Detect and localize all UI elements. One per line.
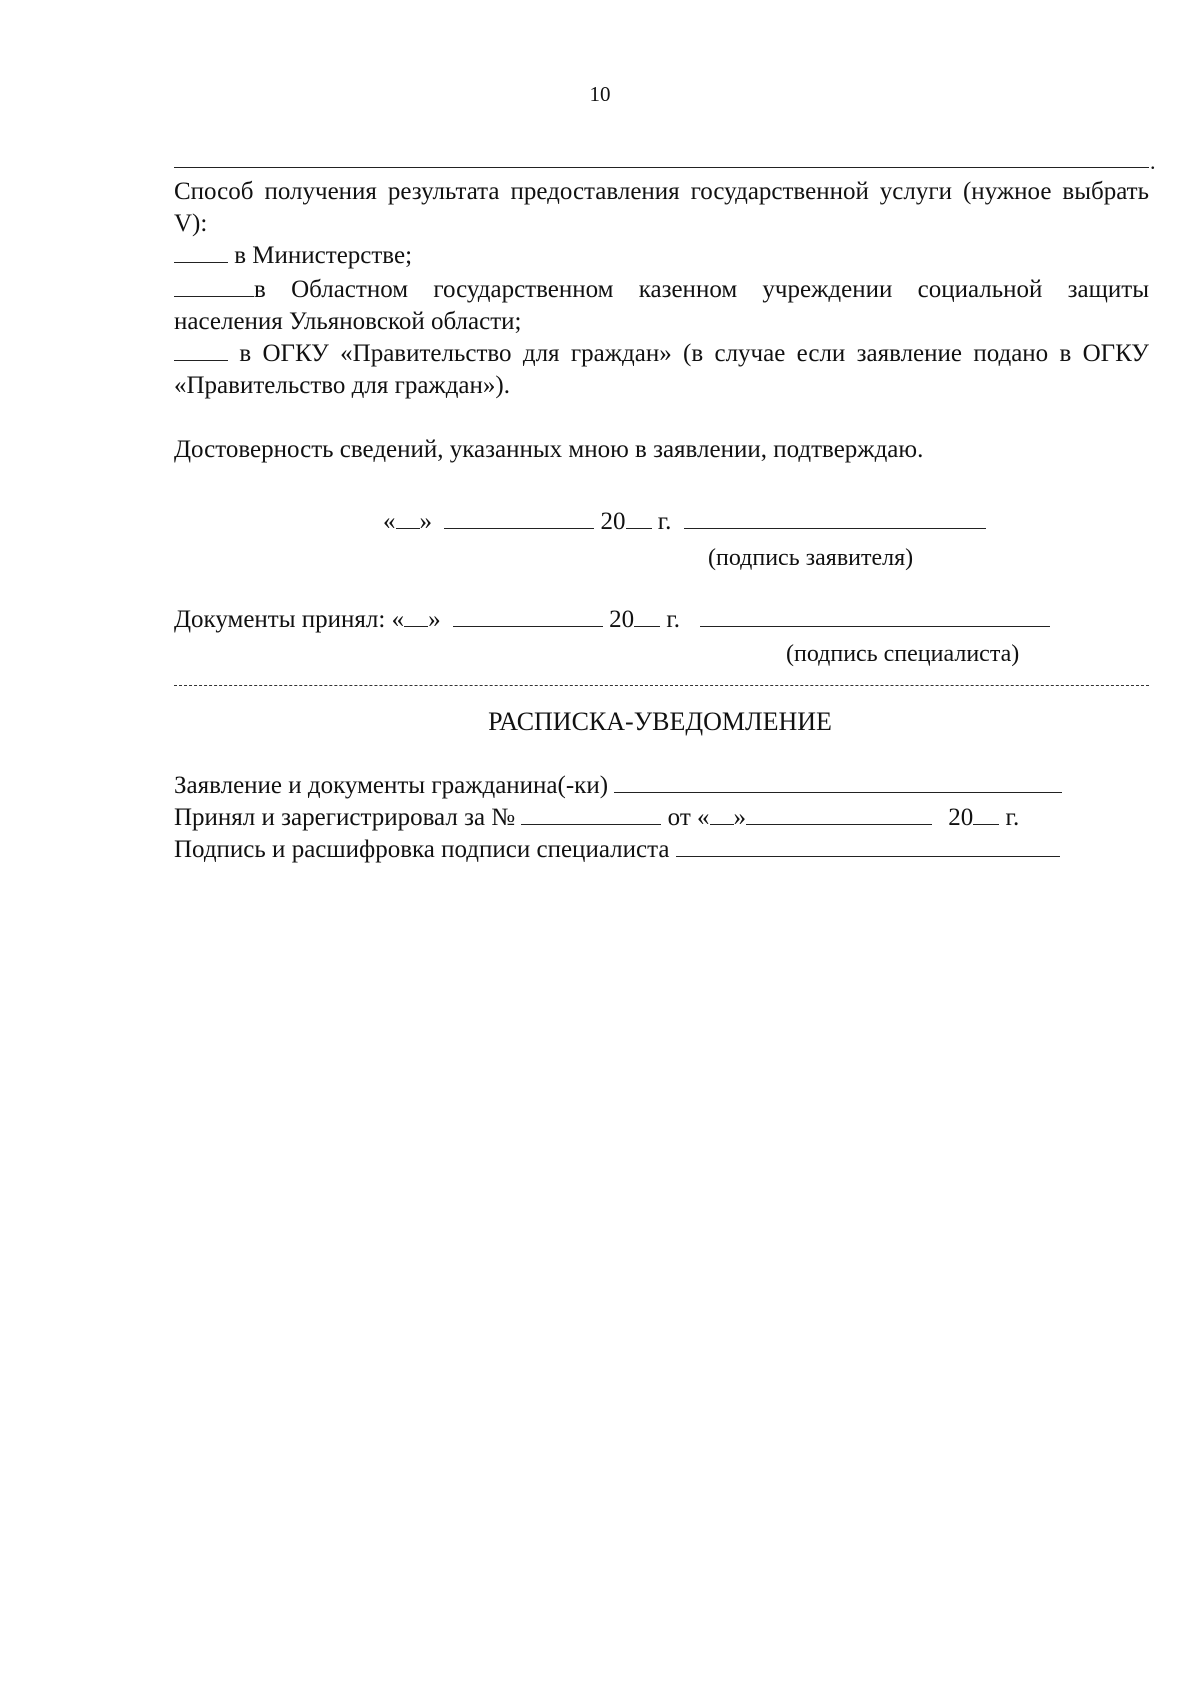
month-field[interactable] (444, 506, 594, 529)
open-quote: « (383, 508, 396, 535)
applicant-name-field[interactable] (614, 770, 1062, 793)
close-quote: » (428, 606, 441, 633)
open-quote: « (391, 606, 405, 633)
option-government-checkbox-line[interactable] (174, 338, 228, 361)
receipt-line-applicant (174, 770, 1062, 802)
receipt-title: РАСПИСКА-УВЕДОМЛЕНИЕ (488, 707, 832, 736)
specialist-signature-caption: (подпись специалиста) (786, 641, 1020, 667)
registered-label: Принял и зарегистрировал за № (174, 804, 516, 831)
page-number: 10 (589, 82, 611, 106)
year-suffix: г. (657, 508, 672, 535)
year-prefix: 20 (609, 606, 635, 633)
option-ogku-social-checkbox-line[interactable] (174, 274, 254, 297)
year-suffix: г. (1005, 804, 1020, 831)
applicant-date-row (383, 506, 986, 538)
option-ministry-checkbox-line[interactable] (174, 240, 228, 263)
option-ogku-social (174, 274, 1149, 338)
close-quote: » (733, 804, 747, 831)
top-fill-line[interactable] (174, 167, 1149, 168)
option-ministry (174, 240, 1149, 272)
option-ministry-label: в Министерстве; (234, 242, 413, 269)
year-field[interactable] (973, 802, 999, 825)
receipt-line-signature (174, 834, 1060, 866)
receipt-line-registered (174, 802, 1019, 834)
receipt-applicant-label: Заявление и документы гражданина(-ки) (174, 772, 609, 799)
month-field[interactable] (746, 802, 932, 825)
option-government (174, 338, 1149, 402)
accepted-row (174, 604, 1050, 636)
close-quote: » (419, 508, 432, 535)
year-field[interactable] (626, 506, 652, 529)
applicant-signature-field[interactable] (684, 506, 986, 529)
cut-line (174, 685, 1149, 686)
receipt-signature-field[interactable] (676, 834, 1060, 857)
specialist-signature-field[interactable] (700, 604, 1050, 627)
year-suffix: г. (666, 606, 681, 633)
applicant-signature-caption: (подпись заявителя) (708, 545, 914, 571)
confirmation-text: Достоверность сведений, указанных мною в заявлении, подтверждаю. (174, 436, 924, 463)
top-line-dot: . (1150, 149, 1156, 174)
registration-number-field[interactable] (521, 802, 661, 825)
year-prefix: 20 (600, 508, 626, 535)
option-government-label: в ОГКУ «Правительство для граждан» (в случае если заявление подано в ОГКУ «Правительство для граждан»). (174, 340, 1149, 399)
from-label: от « (667, 804, 710, 831)
receipt-signature-label: Подпись и расшифровка подписи специалиста (174, 836, 670, 863)
day-field[interactable] (710, 802, 734, 825)
year-field[interactable] (634, 604, 660, 627)
day-field[interactable] (396, 506, 420, 529)
day-field[interactable] (404, 604, 428, 627)
year-prefix: 20 (948, 804, 974, 831)
option-ogku-social-label: в Областном государственном казенном учреждении социальной защиты населения Ульяновской области; (174, 276, 1149, 335)
month-field[interactable] (453, 604, 603, 627)
accepted-label: Документы принял: (174, 606, 386, 633)
receipt-method-intro: Способ получения результата предоставления государственной услуги (нужное выбрать V): (174, 178, 1149, 237)
